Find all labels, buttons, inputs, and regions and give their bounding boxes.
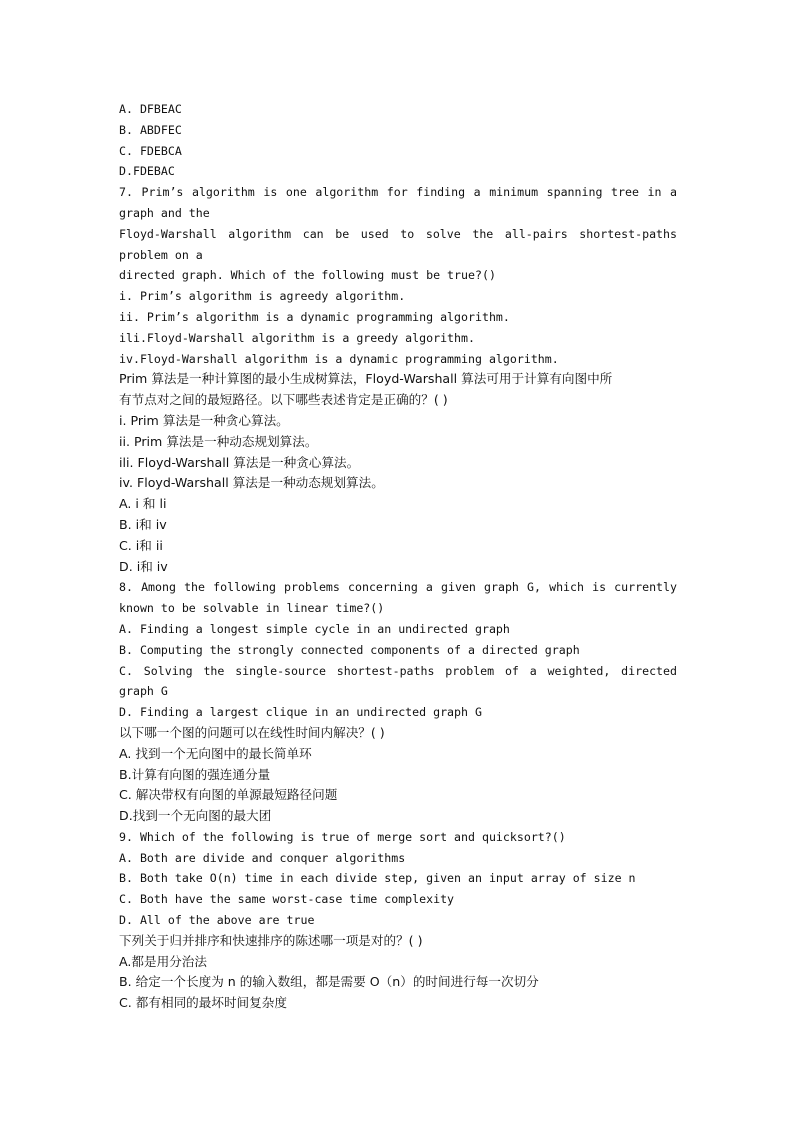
text-line: A. DFBEAC	[119, 102, 182, 116]
text-line: A.都是用分治法	[119, 953, 207, 969]
text-line: D.FDEBAC	[119, 164, 175, 179]
text-line: ii. Prim 算法是一种动态规划算法。	[119, 433, 318, 449]
text-line: A. 找到一个无向图中的最长简单环	[119, 745, 312, 761]
text-line: 7. Prim’s algorithm is one algorithm for finding a minimum spanning tree in a	[119, 185, 677, 200]
text-line: B.计算有向图的强连通分量	[119, 766, 271, 782]
text-line: B. i和 iv	[119, 516, 167, 532]
text-line: known to be solvable in linear time?()	[119, 601, 385, 616]
text-line: Floyd-Warshall algorithm can be used to solve the all-pairs shortest-paths	[119, 226, 677, 241]
text-line: 8. Among the following problems concerning a given graph G, which is currently	[119, 580, 677, 595]
document-body	[119, 99, 677, 1014]
text-line: A. Finding a longest simple cycle in an undirected graph	[119, 621, 510, 636]
text-line: D.找到一个无向图的最大团	[119, 808, 272, 824]
text-line: graph G	[119, 684, 168, 699]
text-line: B. Computing the strongly connected components of a directed graph	[119, 642, 580, 657]
text-line: C. 解决带权有向图的单源最短路径问题	[119, 787, 338, 803]
text-line: D. i和 iv	[119, 558, 168, 574]
text-line: A. Both are divide and conquer algorithms	[119, 850, 406, 865]
text-line: i. Prim 算法是一种贪心算法。	[119, 412, 289, 428]
text-line: 9. Which of the following is true of merge sort and quicksort?()	[119, 829, 566, 844]
text-line: C. i和 ii	[119, 537, 163, 553]
text-line: B. 给定一个长度为 n 的输入数组，都是需要 O（n）的时间进行每一次切分	[119, 974, 539, 990]
text-line: Prim 算法是一种计算图的最小生成树算法，Floyd-Warshall 算法可用于计算有向图中所	[119, 371, 613, 387]
text-line: 下列关于归并排序和快速排序的陈述哪一项是对的？( )	[119, 932, 423, 948]
text-line: 有节点对之间的最短路径。以下哪些表述肯定是正确的？( )	[119, 392, 448, 408]
text-line: D. All of the above are true	[119, 913, 315, 928]
text-line: B. ABDFEC	[119, 122, 182, 137]
text-line: ili. Floyd-Warshall 算法是一种贪心算法。	[119, 454, 360, 470]
text-line: B. Both take O(n) time in each divide step, given an input array of size n	[119, 871, 636, 886]
text-line: ili.Floyd-Warshall algorithm is a greedy algorithm.	[119, 330, 475, 345]
text-line: iv.Floyd-Warshall algorithm is a dynamic programming algorithm.	[119, 351, 559, 366]
text-line: graph and the	[119, 205, 210, 220]
text-line: problem on a	[119, 247, 203, 262]
text-line: C. FDEBCA	[119, 143, 182, 158]
text-line: C. 都有相同的最坏时间复杂度	[119, 995, 287, 1011]
text-line: D. Finding a largest clique in an undirected graph G	[119, 705, 482, 720]
text-line: iv. Floyd-Warshall 算法是一种动态规划算法。	[119, 475, 384, 491]
text-line: 以下哪一个图的问题可以在线性时间内解决？( )	[119, 724, 385, 740]
text-line: ii. Prim’s algorithm is a dynamic programming algorithm.	[119, 309, 510, 324]
text-line: directed graph. Which of the following must be true?()	[119, 268, 496, 283]
text-line: A. i 和 li	[119, 496, 167, 512]
text-line: C. Both have the same worst-case time complexity	[119, 892, 455, 907]
text-line: C. Solving the single-source shortest-paths problem of a weighted, directed	[119, 663, 677, 678]
text-line: i. Prim’s algorithm is agreedy algorithm.	[119, 289, 406, 304]
